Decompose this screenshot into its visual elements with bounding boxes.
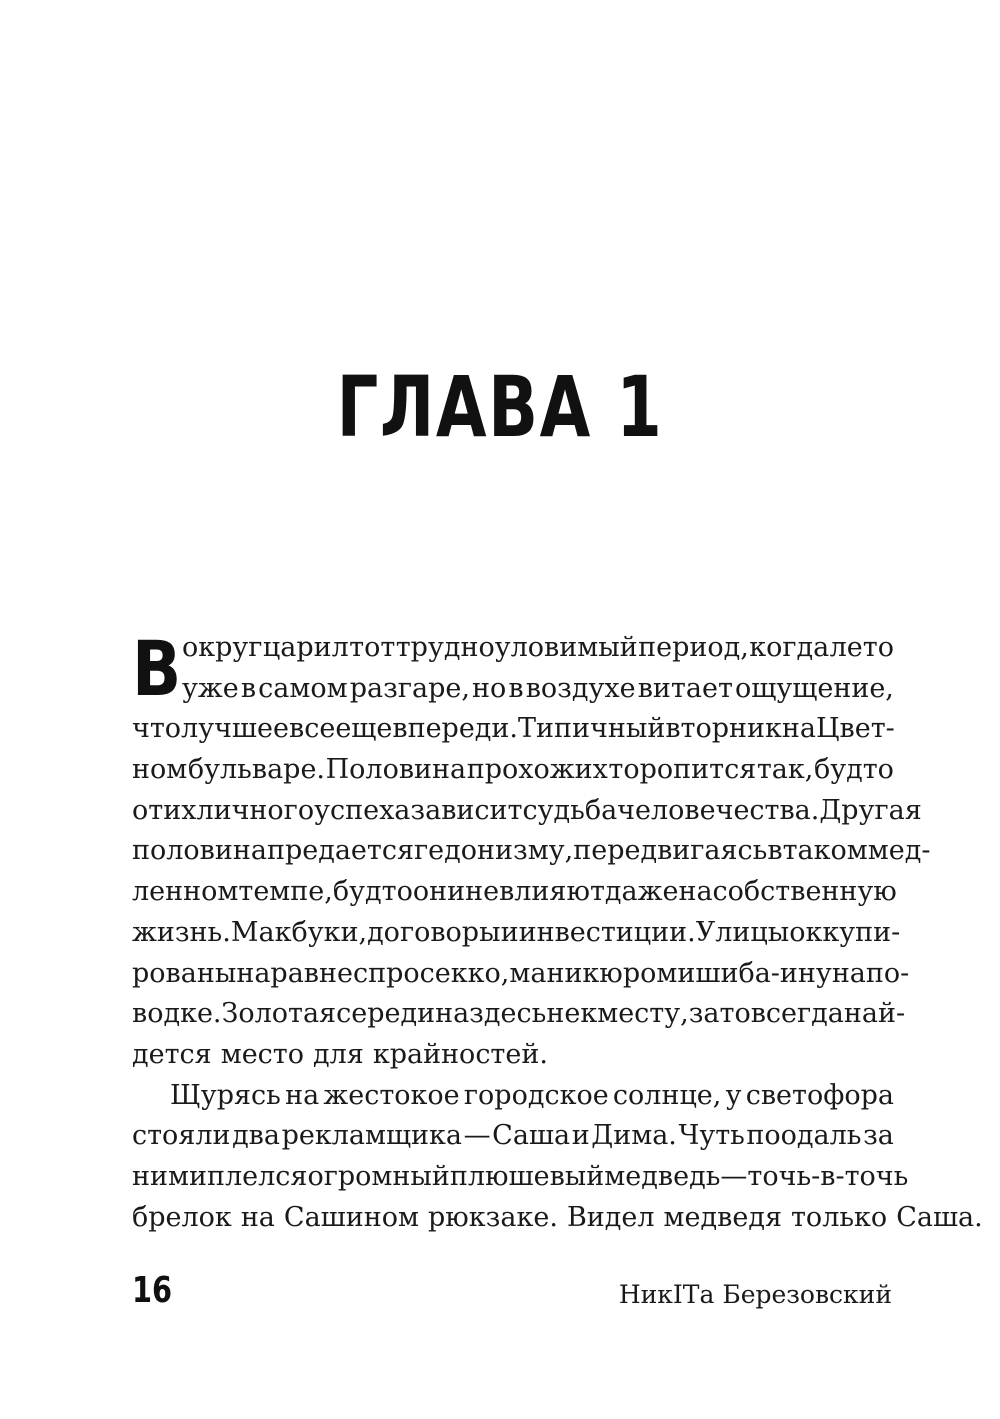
text-line: половина предается гедонизму, передвигаясь в таком мед- [132, 835, 931, 867]
body-text [132, 624, 983, 1238]
text-line: жизнь. Макбуки, договоры и инвестиции. Улицы оккупи- [132, 916, 901, 948]
text-line: ном бульваре. Половина прохожих торопится так, будто [132, 754, 894, 786]
text-line: водке. Золотая середина здесь не к месту, зато всегда най- [132, 998, 906, 1030]
paragraph-2 [132, 1076, 983, 1239]
author-name: НикIТа Березовский [618, 1280, 892, 1309]
text-line: Щурясь на жестокое городское солнце, у светофора [170, 1079, 894, 1111]
chapter-title: ГЛАВА 1 [336, 358, 664, 456]
page-number: 16 [132, 1270, 173, 1311]
text-line: округ царил тот трудноуловимый период, когда лето [182, 632, 894, 663]
paragraph-1 [132, 624, 931, 1076]
text-line: дется место для крайностей. [132, 1038, 548, 1070]
drop-cap: В [132, 624, 182, 713]
text-line: стояли два рекламщика — Саша и Дима. Чуть поодаль за [132, 1120, 894, 1152]
text-line: рованы наравне с просекко, маникюром и шиба-ину на по- [132, 957, 910, 989]
text-line: ленном темпе, будто они не влияют даже на собственную [132, 876, 897, 908]
text-line: ними плелся огромный плюшевый медведь — точь-в-точь [132, 1160, 909, 1192]
text-line: что лучшее все еще впереди. Типичный вторник на Цвет- [132, 713, 895, 745]
text-line: от их личного успеха зависит судьба человечества. Другая [132, 794, 922, 826]
text-line: уже в самом разгаре, но в воздухе витает ощущение, [182, 672, 894, 704]
text-line: брелок на Сашином рюкзаке. Видел медведя только Саша. [132, 1201, 983, 1233]
